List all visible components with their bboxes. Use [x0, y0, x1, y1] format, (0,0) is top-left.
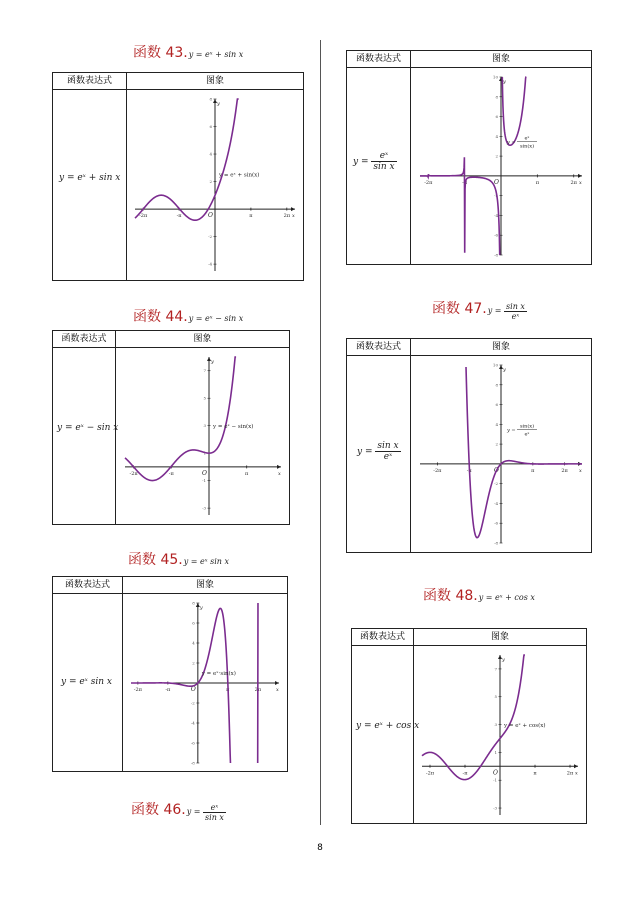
x-axis-letter: x — [579, 179, 582, 186]
y-tick-label: -2 — [208, 234, 212, 240]
y-tick-label: 4 — [495, 133, 498, 139]
function-table-46 — [346, 50, 592, 265]
expression-48: y = eˣ + cos x — [356, 721, 420, 731]
y-axis-letter: y — [503, 79, 506, 85]
expression-44: y = eˣ − sin x — [57, 423, 119, 433]
y-tick-label: 8 — [495, 382, 498, 388]
header-graph: 图象 — [205, 76, 224, 86]
section-43-title: 函数 43.y = eˣ + sin x — [133, 45, 244, 61]
x-tick-label: -2π — [129, 470, 138, 477]
x-tick-label: π — [531, 467, 535, 474]
header-graph: 图象 — [491, 342, 510, 352]
y-axis-letter: y — [211, 359, 214, 365]
x-axis-arrow — [578, 174, 582, 178]
x-tick-label: π — [245, 470, 249, 477]
y-tick-label: -8 — [494, 252, 498, 258]
function-table-47 — [346, 338, 592, 553]
graph-label: y = eˣ·sin(x) — [201, 671, 236, 677]
x-tick-label: π — [249, 213, 253, 220]
graph-48 — [416, 649, 584, 821]
expression-46: y = $\frac{\text{eˣ}}{\text{sin x}}$ — [353, 151, 395, 172]
y-tick-label: 8 — [495, 94, 498, 100]
y-tick-label: -4 — [494, 500, 498, 506]
y-tick-label: -1 — [493, 777, 497, 783]
x-tick-label: -π — [176, 213, 182, 220]
x-axis-arrow — [277, 465, 281, 469]
x-axis-arrow — [574, 764, 578, 768]
section-48-title: 函数 48.y = eˣ + cos x — [423, 588, 535, 604]
y-tick-label: 8 — [209, 96, 212, 102]
y-tick-label: 6 — [209, 124, 212, 130]
origin-label: O — [190, 686, 196, 693]
x-tick-label: 2π — [561, 467, 568, 474]
origin-label: O — [494, 466, 499, 474]
y-tick-label: 10 — [492, 362, 498, 368]
origin-label: O — [494, 178, 499, 186]
y-tick-label: 5 — [203, 395, 206, 401]
graph-label-prefix: y = — [507, 139, 516, 146]
expression-45: y = eˣ sin x — [61, 677, 112, 687]
y-tick-label: 3 — [494, 722, 497, 728]
graph-label-denominator: sin(x) — [519, 143, 535, 150]
y-tick-label: -8 — [494, 540, 498, 546]
x-tick-label: -π — [165, 687, 171, 693]
x-tick-label: 2π — [570, 179, 577, 186]
x-tick-label: 2π — [254, 687, 262, 693]
y-tick-label: 6 — [192, 620, 195, 626]
function-curve — [135, 96, 239, 220]
y-tick-label: 4 — [495, 421, 498, 427]
x-tick-label: -2π — [425, 770, 435, 777]
header-expression: 函数表达式 — [64, 580, 110, 590]
page-number: 8 — [317, 843, 323, 853]
x-tick-label: -π — [168, 470, 174, 477]
origin-label: O — [202, 469, 207, 477]
y-tick-label: 4 — [192, 640, 195, 646]
origin-label: O — [493, 769, 498, 777]
y-tick-label: 7 — [494, 666, 497, 672]
function-curve — [125, 357, 236, 484]
y-tick-label: -3 — [202, 505, 206, 511]
x-tick-label: -π — [462, 770, 468, 777]
y-tick-label: 5 — [494, 694, 497, 700]
graph-47 — [414, 359, 588, 549]
section-47-title: 函数 47.y = $\frac{\text{sin x}}{\text{eˣ}}$ — [432, 301, 525, 321]
y-axis-letter: y — [199, 605, 203, 611]
header-graph: 图象 — [195, 580, 214, 590]
y-tick-label: -6 — [494, 520, 498, 526]
header-expression: 函数表达式 — [355, 342, 401, 352]
expression-47: y = $\frac{\text{sin x}}{\text{eˣ}}$ — [357, 441, 399, 462]
header-graph: 图象 — [491, 54, 510, 64]
function-curve — [422, 655, 525, 780]
function-table-45 — [52, 576, 288, 772]
header-expression: 函数表达式 — [359, 632, 405, 642]
column-divider — [320, 40, 321, 825]
section-45-title: 函数 45.y = eˣ sin x — [128, 552, 230, 568]
y-tick-label: -4 — [190, 720, 195, 726]
header-graph: 图象 — [490, 632, 509, 642]
y-tick-label: -2 — [494, 481, 498, 487]
y-tick-label: -2 — [190, 700, 195, 706]
x-tick-label: π — [533, 770, 537, 777]
y-tick-label: -1 — [202, 478, 206, 484]
header-expression: 函数表达式 — [66, 76, 112, 86]
graph-label-numerator: sin(x) — [519, 423, 535, 430]
x-tick-label: π — [535, 179, 540, 186]
y-tick-label: -2 — [494, 193, 498, 199]
section-44-title: 函数 44.y = eˣ − sin x — [133, 309, 244, 325]
x-tick-label: π — [226, 687, 230, 693]
y-tick-label: -4 — [494, 212, 498, 218]
expression-43: y = eˣ + sin x — [59, 173, 121, 183]
x-tick-label: 2π — [566, 770, 574, 777]
graph-label: y = eˣ − sin(x) — [213, 424, 254, 431]
x-tick-label: -π — [466, 467, 472, 474]
x-tick-label: -2π — [139, 213, 148, 220]
function-curve — [420, 74, 526, 255]
x-tick-label: -2π — [433, 467, 442, 474]
y-tick-label: 4 — [209, 151, 212, 157]
graph-43 — [129, 93, 301, 277]
y-tick-label: -8 — [190, 760, 195, 766]
function-table-44 — [52, 330, 290, 525]
x-axis-letter: x — [579, 467, 582, 474]
x-axis-letter: x — [575, 770, 578, 777]
graph-label-numerator: eˣ — [524, 135, 530, 142]
function-table-43 — [52, 72, 304, 281]
y-tick-label: 2 — [192, 660, 195, 666]
x-axis-arrow — [291, 207, 295, 211]
y-axis-letter: y — [502, 657, 505, 663]
y-tick-label: 2 — [495, 441, 498, 447]
x-tick-label: -2π — [424, 179, 433, 186]
origin-label: O — [208, 212, 213, 220]
x-axis-letter: x — [292, 213, 295, 220]
x-tick-label: -π — [462, 179, 468, 186]
y-axis-letter: y — [217, 101, 220, 107]
graph-label: y = eˣ + cos(x) — [504, 723, 546, 729]
function-curve — [466, 367, 582, 538]
graph-label-prefix: y = — [507, 427, 516, 434]
x-tick-label: -2π — [133, 687, 142, 693]
y-tick-label: -6 — [190, 740, 195, 746]
x-axis-letter: x — [276, 687, 279, 693]
graph-46 — [414, 71, 588, 261]
function-table-48 — [351, 628, 587, 824]
y-tick-label: -3 — [493, 805, 497, 811]
y-tick-label: 6 — [495, 402, 498, 408]
x-axis-arrow — [275, 681, 279, 685]
graph-label: y = eˣ + sin(x) — [219, 172, 260, 179]
y-tick-label: 7 — [203, 368, 206, 374]
y-tick-label: -4 — [208, 261, 212, 267]
header-graph: 图象 — [193, 334, 212, 344]
y-tick-label: 2 — [209, 179, 212, 185]
header-expression: 函数表达式 — [355, 54, 401, 64]
graph-44 — [119, 351, 287, 521]
y-tick-label: 2 — [495, 153, 498, 159]
y-axis-letter: y — [503, 367, 506, 373]
section-46-title: 函数 46.y = $\frac{\text{eˣ}}{\text{sin x}}$ — [131, 802, 224, 822]
graph-label-denominator: eˣ — [524, 431, 530, 438]
y-tick-label: 10 — [492, 74, 498, 80]
y-tick-label: 1 — [203, 450, 206, 456]
header-expression: 函数表达式 — [61, 334, 107, 344]
graph-45 — [125, 597, 285, 769]
y-tick-label: 8 — [192, 600, 195, 606]
y-tick-label: 1 — [494, 749, 497, 755]
y-tick-label: -6 — [494, 232, 498, 238]
y-tick-label: 3 — [203, 423, 206, 429]
x-axis-letter: x — [278, 470, 281, 477]
y-tick-label: 6 — [495, 114, 498, 120]
x-tick-label: 2π — [283, 213, 291, 220]
